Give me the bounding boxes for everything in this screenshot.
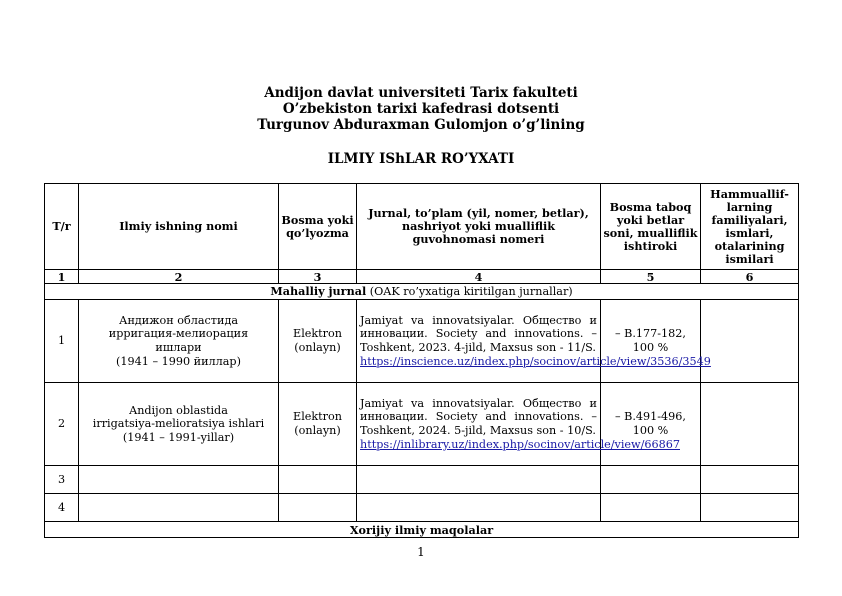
works-table <box>44 183 799 538</box>
table-header-row <box>45 184 799 270</box>
article-link[interactable]: https://inlibrary.uz/index.php/socinov/article/view/66867 <box>360 437 680 451</box>
table-row <box>45 300 799 383</box>
coauthors <box>701 300 799 383</box>
work-title <box>79 300 279 383</box>
col-header-pages: Bosma taboq yoki betlar soni, mualliflik ishtiroki <box>601 184 701 270</box>
work-title-line: (1941 – 1990 йиллар) <box>116 354 241 368</box>
column-number: 3 <box>279 270 357 284</box>
work-title-line: ирригация-мелиорация <box>108 327 249 341</box>
publication-form-line: (onlayn) <box>294 341 341 354</box>
publication-form <box>279 383 357 466</box>
col-header-form: Bosma yoki qo’lyozma <box>279 184 357 270</box>
work-title-line: ишлари <box>155 341 202 354</box>
section-heading-bold: Mahalliy jurnal <box>270 284 367 298</box>
section-heading-note: (OAK ro’yxatiga kiritilgan jurnallar) <box>366 285 573 298</box>
section-row-local <box>45 284 799 300</box>
empty-cell <box>79 494 279 522</box>
empty-cell <box>701 466 799 494</box>
empty-cell <box>357 466 601 494</box>
column-number: 6 <box>701 270 799 284</box>
publication-form-line: Elektron <box>293 327 342 341</box>
col-header-number: T/r <box>45 184 79 270</box>
col-header-coauthors: Hammuallif-larning familiyalari, ismlari, otalarining ismilari <box>701 184 799 270</box>
header-author: Turgunov Abduraxman Gulomjon o’g’lining <box>257 117 585 133</box>
journal-citation: Jamiyat va innovatsiyalar. Общество и инновации. Society and innovations. – Toshkent, 2023. 4-jild, Maxsus son - 11/S. <box>360 313 597 354</box>
empty-cell <box>279 466 357 494</box>
row-number: 1 <box>45 300 79 383</box>
column-number: 2 <box>79 270 279 284</box>
article-link[interactable]: https://inscience.uz/index.php/socinov/article/view/3536/3549 <box>360 354 711 368</box>
publication-form-line: (onlayn) <box>294 424 341 437</box>
page-range: – B.177-182, <box>615 327 686 341</box>
journal-citation: Jamiyat va innovatsiyalar. Общество и инновации. Society and innovations. – Toshkent, 2024. 5-jild, Maxsus son - 10/S. <box>360 396 597 437</box>
row-number: 2 <box>45 383 79 466</box>
page-count <box>601 300 701 383</box>
column-number-row <box>45 270 799 284</box>
table-row <box>45 383 799 466</box>
table-row-empty <box>45 466 799 494</box>
work-title-line: Andijon oblastida <box>129 403 228 417</box>
work-title-line: Андижон областида <box>118 313 239 327</box>
work-title <box>79 383 279 466</box>
col-header-journal: Jurnal, to’plam (yil, nomer, betlar), nashriyot yoki mualliflik guvohnomasi nomeri <box>357 184 601 270</box>
authorship-share: 100 % <box>632 341 669 354</box>
page-number: 1 <box>417 545 425 559</box>
page-range: – B.491-496, <box>615 410 686 424</box>
column-number: 1 <box>45 270 79 284</box>
column-number: 5 <box>601 270 701 284</box>
section-heading-local <box>45 284 799 300</box>
row-number: 3 <box>45 466 79 494</box>
empty-cell <box>79 466 279 494</box>
document-title: ILMIY IShLAR RO’YXATI <box>327 151 515 167</box>
col-header-title: Ilmiy ishning nomi <box>79 184 279 270</box>
empty-cell <box>601 494 701 522</box>
page-count <box>601 383 701 466</box>
table-row-empty <box>45 494 799 522</box>
section-row-foreign <box>45 522 799 538</box>
header-department: O’zbekiston tarixi kafedrasi dotsenti <box>282 101 560 117</box>
empty-cell <box>701 494 799 522</box>
document-header <box>0 85 842 133</box>
column-number: 4 <box>357 270 601 284</box>
publication-form <box>279 300 357 383</box>
work-title-line: (1941 – 1991-yillar) <box>122 430 235 444</box>
coauthors <box>701 383 799 466</box>
section-heading-foreign: Xorijiy ilmiy maqolalar <box>45 522 799 538</box>
publication-form-line: Elektron <box>293 410 342 424</box>
empty-cell <box>601 466 701 494</box>
header-university: Andijon davlat universiteti Tarix fakulteti <box>264 85 578 101</box>
empty-cell <box>357 494 601 522</box>
empty-cell <box>279 494 357 522</box>
row-number: 4 <box>45 494 79 522</box>
work-title-line: irrigatsiya-melioratsiya ishlari <box>92 417 265 431</box>
authorship-share: 100 % <box>632 424 669 437</box>
